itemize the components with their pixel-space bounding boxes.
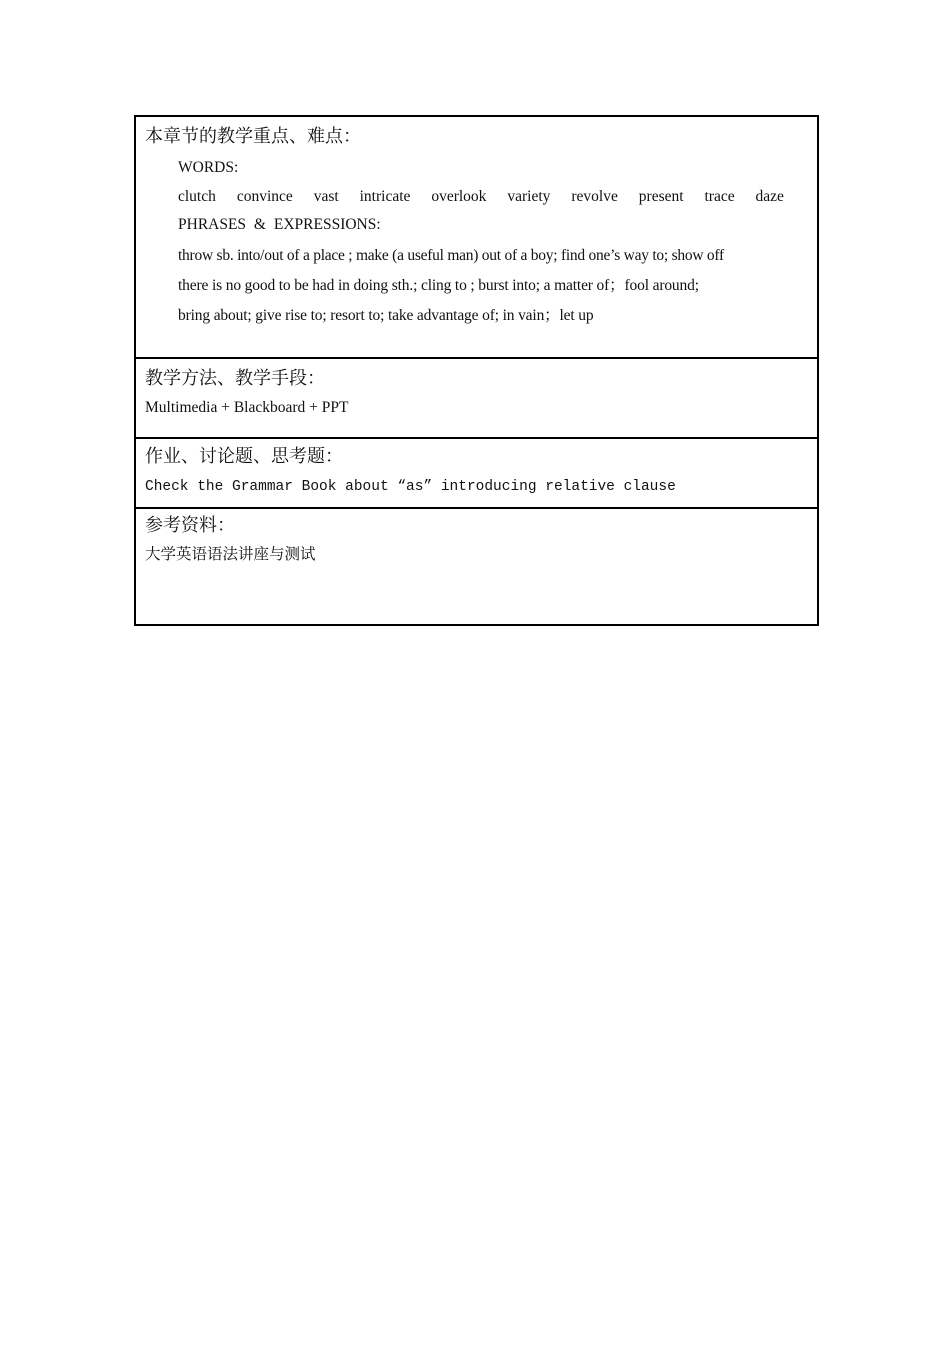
phrase-line: bring about; give rise to; resort to; take advantage of; in vain；let up <box>178 307 594 324</box>
word-item: trace <box>704 188 735 205</box>
phrase-line: there is no good to be had in doing sth.; cling to ; burst into; a matter of；fool around; <box>178 277 699 294</box>
word-item: convince <box>236 188 293 205</box>
methods-heading: 教学方法、教学手段： <box>145 368 325 388</box>
word-item: revolve <box>571 188 618 205</box>
homework-heading: 作业、讨论题、思考题： <box>145 446 343 466</box>
word-item: intricate <box>359 188 411 205</box>
methods-text: Multimedia + Blackboard + PPT <box>145 399 349 416</box>
word-item: daze <box>755 188 784 205</box>
lesson-plan-table <box>134 115 819 626</box>
references-heading: 参考资料： <box>145 515 235 535</box>
methods-section <box>136 357 817 437</box>
references-section <box>136 507 817 624</box>
word-item: vast <box>313 188 339 205</box>
focus-heading: 本章节的教学重点、难点： <box>145 126 361 146</box>
references-text: 大学英语语法讲座与测试 <box>145 546 316 563</box>
homework-section <box>136 437 817 507</box>
word-item: clutch <box>178 188 216 205</box>
focus-section <box>136 117 817 357</box>
word-item: overlook <box>431 188 487 205</box>
words-list <box>178 187 784 207</box>
homework-text: Check the Grammar Book about “as” introducing relative clause <box>145 479 676 495</box>
words-label: WORDS: <box>178 159 239 176</box>
phrases-label: PHRASES & EXPRESSIONS: <box>178 216 381 233</box>
phrase-line: throw sb. into/out of a place ; make (a useful man) out of a boy; find one’s way to; show off <box>178 247 724 264</box>
word-item: present <box>638 188 684 205</box>
word-item: variety <box>507 188 551 205</box>
